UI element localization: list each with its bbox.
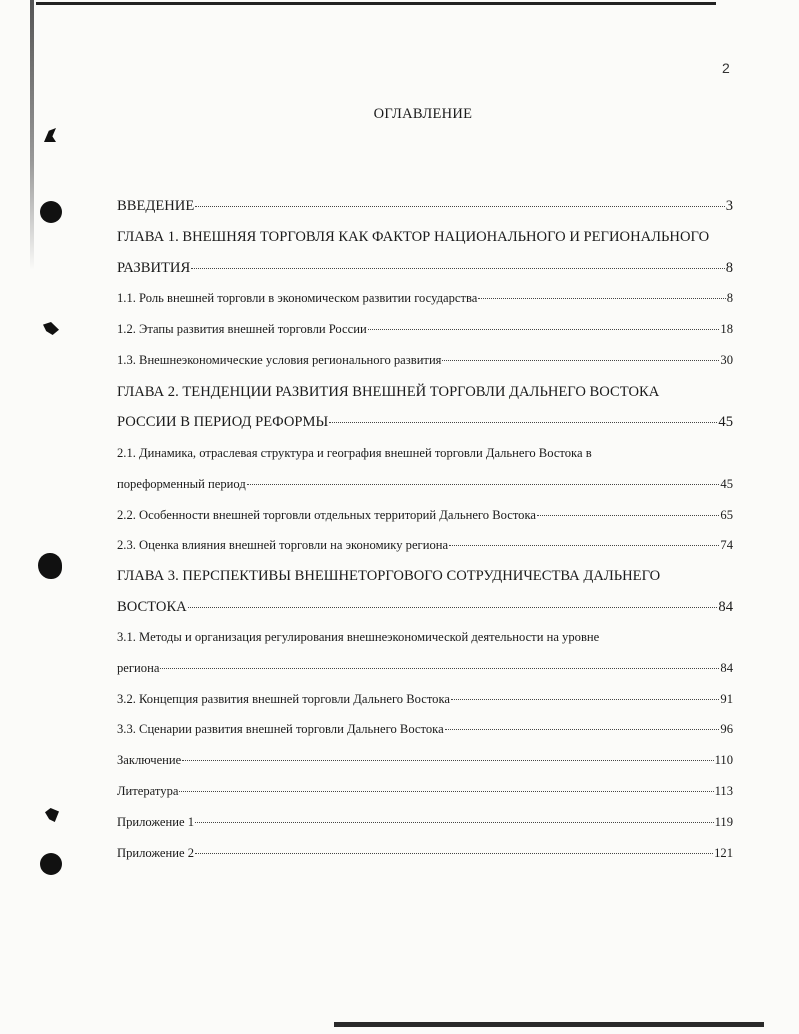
toc-entry [117, 538, 733, 558]
toc-entry [117, 260, 733, 280]
toc-entry-page: 110 [714, 753, 733, 767]
scan-speck [45, 808, 59, 822]
toc-entry [117, 322, 733, 342]
toc-leader-dots [449, 545, 719, 546]
toc-entry [117, 753, 733, 773]
toc-leader-dots [195, 822, 714, 823]
toc-leader-dots [329, 422, 717, 423]
scan-binder-shadow [30, 0, 34, 270]
toc-entry [117, 722, 733, 742]
scan-speck [44, 128, 56, 142]
toc-entry-page: 65 [720, 508, 733, 522]
toc-entry-text: 3.3. Сценарии развития внешней торговли Дальнего Востока [117, 722, 444, 736]
toc-entry [117, 229, 733, 249]
toc-entry-page: 18 [720, 322, 733, 336]
toc-leader-dots [188, 607, 718, 608]
toc-entry [117, 414, 733, 434]
toc-entry [117, 446, 733, 466]
toc-entry-page: 113 [714, 784, 733, 798]
toc-entry-page: 96 [720, 722, 733, 736]
toc-entry-page: 121 [714, 846, 733, 860]
toc-entry [117, 353, 733, 373]
toc-entry-page: 45 [718, 414, 733, 430]
toc-entry [117, 477, 733, 497]
toc-entry-page: 8 [726, 291, 733, 305]
toc-entry [117, 384, 733, 404]
toc-entry-text: ВОСТОКА [117, 599, 187, 615]
scan-top-edge [36, 2, 716, 5]
toc-entry-page: 119 [714, 815, 733, 829]
toc-entry-text: ВВЕДЕНИЕ [117, 198, 195, 214]
toc-entry [117, 784, 733, 804]
toc-leader-dots [195, 206, 724, 207]
toc-entry-text: 2.1. Динамика, отраслевая структура и география внешней торговли Дальнего Востока в [117, 446, 592, 460]
toc-entry-page: 3 [725, 198, 733, 214]
toc-entry [117, 508, 733, 528]
toc-leader-dots [451, 699, 719, 700]
toc-entry-text: 1.2. Этапы развития внешней торговли России [117, 322, 367, 336]
toc-leader-dots [442, 360, 719, 361]
toc-leader-dots [191, 268, 725, 269]
toc-leader-dots [368, 329, 720, 330]
toc-entry [117, 599, 733, 619]
toc-entry-text: пореформенный период [117, 477, 246, 491]
toc-leader-dots [478, 298, 725, 299]
toc-leader-dots [182, 760, 713, 761]
scan-bottom-edge [334, 1022, 764, 1027]
scan-blot-mark [38, 553, 62, 579]
toc-entry-text: 2.3. Оценка влияния внешней торговли на экономику региона [117, 538, 449, 552]
toc-entry-text: Заключение [117, 753, 182, 767]
toc-entry-page: 45 [720, 477, 733, 491]
toc-entry-text: Приложение 2 [117, 846, 195, 860]
toc-entry-text: ГЛАВА 3. ПЕРСПЕКТИВЫ ВНЕШНЕТОРГОВОГО СОТРУДНИЧЕСТВА ДАЛЬНЕГО [117, 568, 661, 584]
page-number: 2 [722, 60, 730, 76]
toc-entry-page: 74 [720, 538, 733, 552]
toc-entry-page: 84 [718, 599, 733, 615]
toc-leader-dots [537, 515, 719, 516]
toc-entry-text: РОССИИ В ПЕРИОД РЕФОРМЫ [117, 414, 329, 430]
toc-entry-text: 2.2. Особенности внешней торговли отдельных территорий Дальнего Востока [117, 508, 536, 522]
toc-entry-page: 84 [720, 661, 733, 675]
toc-entry-text: Приложение 1 [117, 815, 195, 829]
scan-speck [43, 322, 59, 335]
toc-entry-text: 3.2. Концепция развития внешней торговли Дальнего Востока [117, 692, 450, 706]
toc-leader-dots [247, 484, 720, 485]
toc-leader-dots [179, 791, 713, 792]
toc-entry-page: 8 [725, 260, 733, 276]
toc-entry-text: РАЗВИТИЯ [117, 260, 191, 276]
toc-entry-text: ГЛАВА 1. ВНЕШНЯЯ ТОРГОВЛЯ КАК ФАКТОР НАЦИОНАЛЬНОГО И РЕГИОНАЛЬНОГО [117, 229, 710, 245]
toc-entry [117, 630, 733, 650]
punch-hole-mark [40, 201, 62, 223]
toc-entry [117, 846, 733, 866]
toc-entry [117, 568, 733, 588]
toc-entry-text: региона [117, 661, 160, 675]
toc-entry [117, 198, 733, 218]
toc-title: ОГЛАВЛЕНИЕ [373, 106, 473, 122]
toc-entry-page: 30 [720, 353, 733, 367]
toc-leader-dots [160, 668, 719, 669]
toc-entry [117, 291, 733, 311]
toc-entry-text: Литература [117, 784, 179, 798]
toc-entry [117, 815, 733, 835]
toc-entry-text: 3.1. Методы и организация регулирования внешнеэкономической деятельности на уровне [117, 630, 600, 644]
toc-entry-text: 1.3. Внешнеэкономические условия регионального развития [117, 353, 442, 367]
toc-leader-dots [445, 729, 720, 730]
toc-entry-text: ГЛАВА 2. ТЕНДЕНЦИИ РАЗВИТИЯ ВНЕШНЕЙ ТОРГОВЛИ ДАЛЬНЕГО ВОСТОКА [117, 384, 660, 400]
toc-entry [117, 692, 733, 712]
toc-entry-page: 91 [720, 692, 733, 706]
toc-entry [117, 661, 733, 681]
punch-hole-mark [40, 853, 62, 875]
toc-leader-dots [195, 853, 713, 854]
toc-entry-text: 1.1. Роль внешней торговли в экономическом развитии государства [117, 291, 478, 305]
